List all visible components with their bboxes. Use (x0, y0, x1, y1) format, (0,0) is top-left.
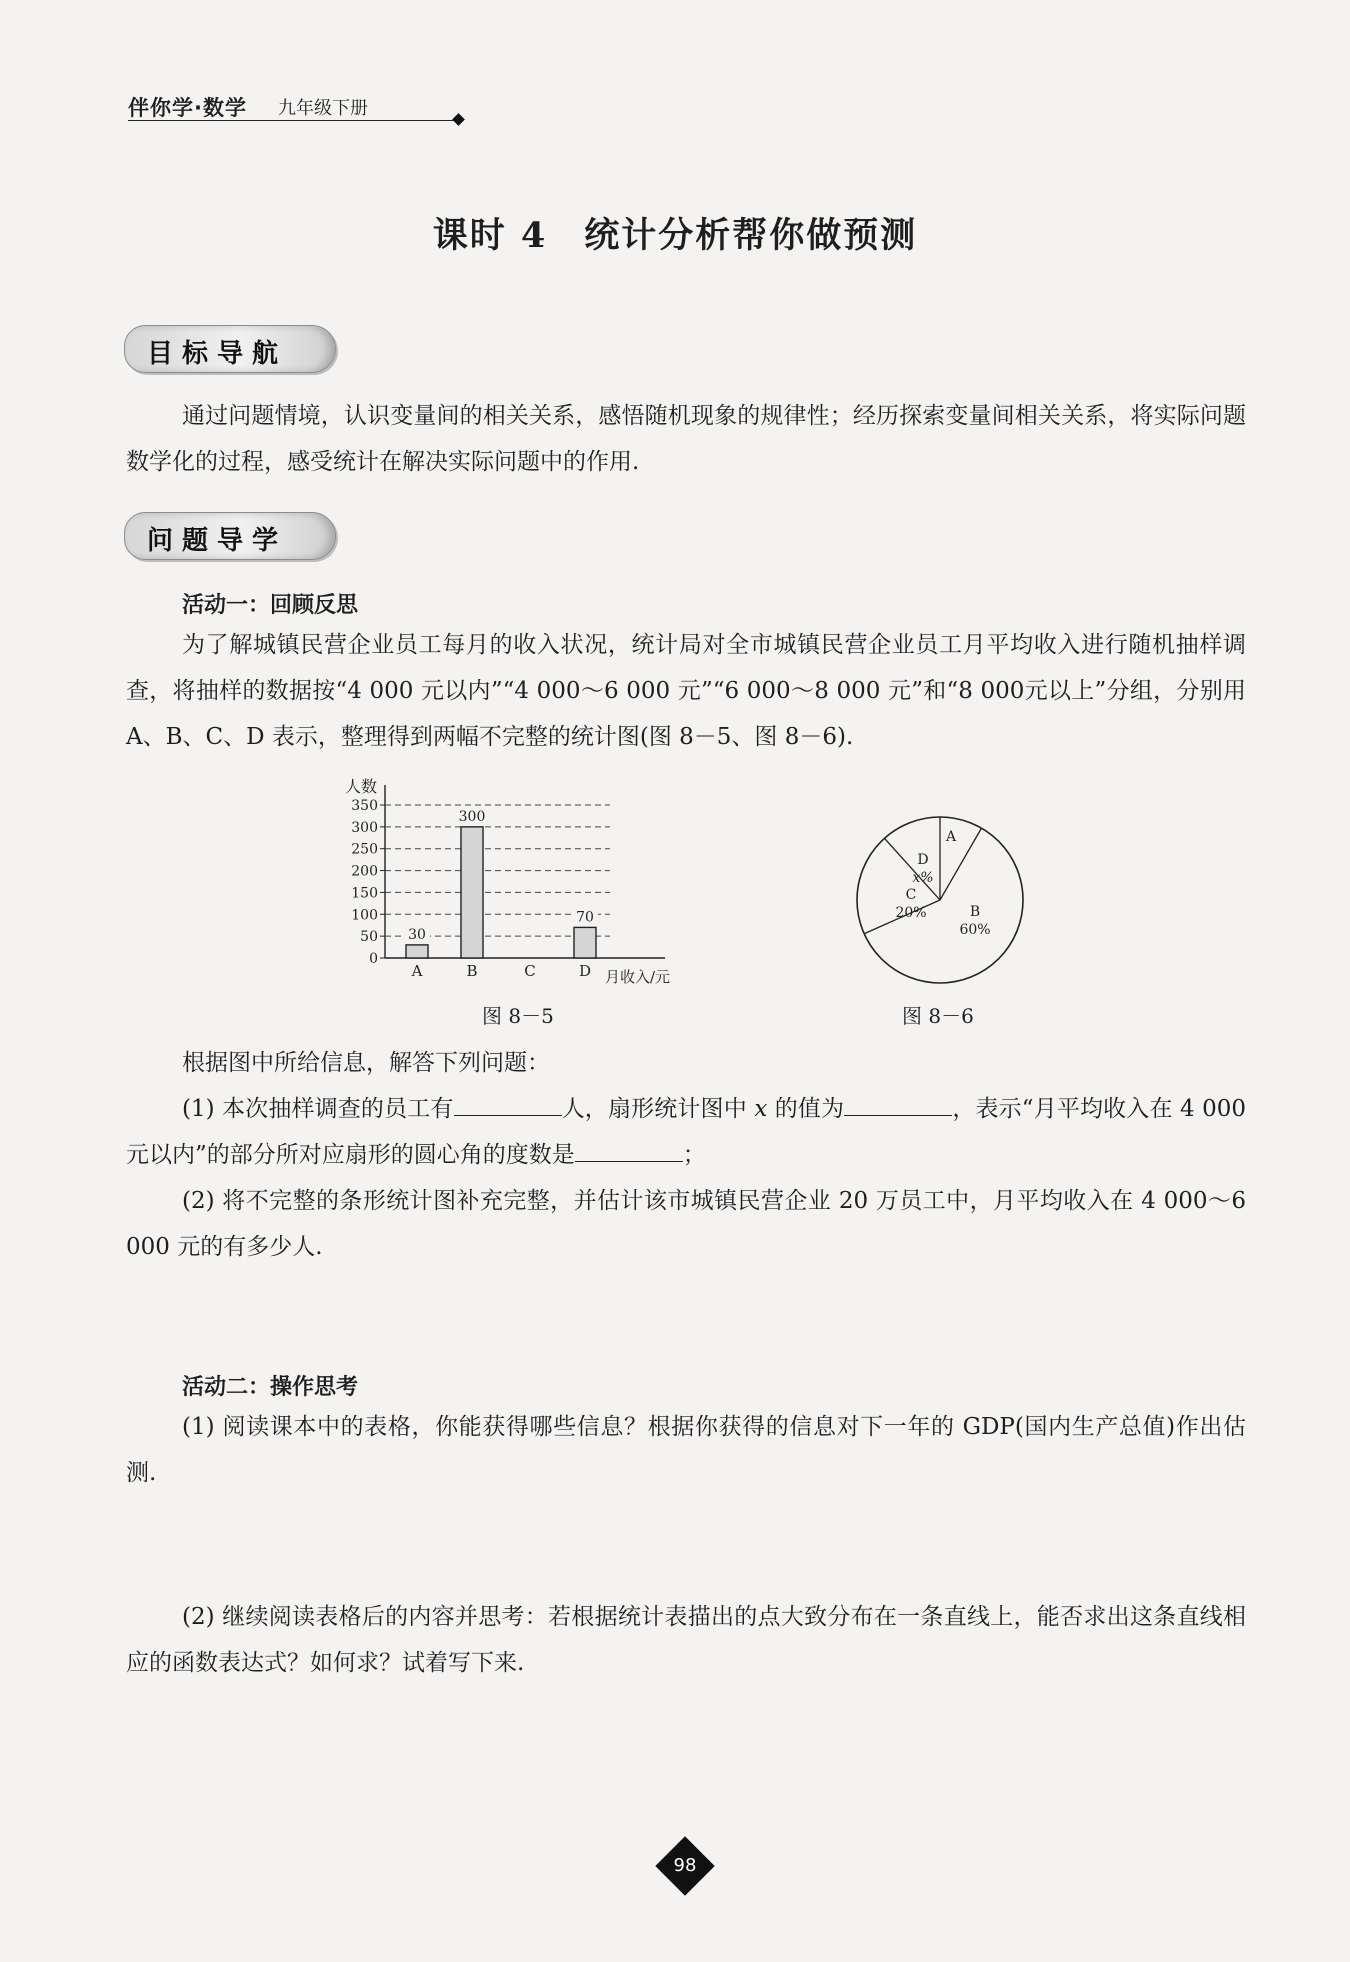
questions-prompt: 根据图中所给信息，解答下列问题： (182, 1050, 550, 1076)
header-rule (128, 120, 458, 121)
q1-part-b: 人，扇形统计图中 (561, 1096, 747, 1122)
y-tick-label: 100 (351, 907, 378, 924)
question-1 (126, 1086, 1246, 1178)
q1-part-c: 的值为 (774, 1096, 845, 1122)
activity2-q1-text: (1) 阅读课本中的表格，你能获得哪些信息？根据你获得的信息对下一年的 GDP(国内生产总值)作出估测. (126, 1414, 1246, 1486)
y-tick-label: 350 (351, 798, 378, 814)
pie-chart (845, 805, 1035, 995)
x-tick-label-B: B (466, 962, 478, 980)
q1-blank-x[interactable] (844, 1089, 952, 1116)
activity1-intro (126, 622, 1246, 760)
q1-part-d: ，表示“月平均收入在 4 000 元以内”的部分所对应扇形的圆心角的度数是 (126, 1096, 1247, 1168)
guide-tab-label: 问题导学 (147, 526, 288, 556)
bar-D (574, 927, 596, 958)
pie-slice-label-A: A (945, 829, 957, 845)
activity1-intro-text: 为了解城镇民营企业员工每月的收入状况，统计局对全市城镇民营企业员工月平均收入进行随机抽样调查，将抽样的数据按“4 000 元以内”“4 000～6 000 元”“6 000～8 000 元”和“8 000元以上”分组，分别用 A、B、C、D 表示，整理得到两幅不完整的统计图(图 8－5、图 8－6). (126, 632, 1246, 750)
grade-label: 九年级下册 (278, 98, 368, 119)
q1-variable: x (754, 1096, 768, 1122)
bar-A (406, 945, 428, 958)
activity2-heading: 活动二：操作思考 (182, 1375, 359, 1400)
question-2: (2) 将不完整的条形统计图补充完整，并估计该市城镇民营企业 20 万员工中，月平均收入在 4 000～6 000 元的有多少人. (126, 1188, 1246, 1260)
goals-tab (124, 325, 336, 373)
pie-slice-value-B: 60% (959, 922, 991, 938)
activity1-questions (126, 1040, 1246, 1270)
pie-slice-value-D: x% (912, 870, 934, 886)
q1-blank-angle[interactable] (575, 1135, 683, 1162)
y-axis-label: 人数 (345, 777, 378, 796)
goals-text: 通过问题情境，认识变量间的相关关系，感悟随机现象的规律性；经历探索变量间相关关系，将实际问题数学化的过程，感受统计在解决实际问题中的作用. (126, 403, 1246, 475)
bar-B (461, 827, 483, 958)
header-diamond-icon (452, 113, 465, 126)
series-title: 伴你学·数学 (128, 96, 247, 120)
y-tick-label: 200 (351, 863, 378, 880)
running-header (128, 92, 468, 122)
bar-chart (345, 775, 705, 990)
q1-part-a: (1) 本次抽样调查的员工有 (182, 1096, 454, 1122)
goals-tab-label: 目标导航 (147, 339, 288, 369)
bar-chart-caption: 图 8－5 (482, 1004, 554, 1028)
x-axis-label: 月收入/元 (605, 968, 671, 986)
x-tick-label-C: C (524, 962, 536, 980)
q1-blank-count[interactable] (454, 1089, 562, 1116)
bar-value-label-B: 300 (458, 808, 486, 825)
activity2-q1 (126, 1404, 1246, 1496)
pie-slice-label-B: B (969, 904, 981, 920)
activity2-q2-text: (2) 继续阅读表格后的内容并思考：若根据统计表描出的点大致分布在一条直线上，能否求出这条直线相应的函数表达式？如何求？试着写下来. (126, 1604, 1246, 1676)
y-tick-label: 300 (351, 819, 378, 836)
pie-slice-label-C: C (905, 887, 917, 903)
x-tick-label-D: D (578, 962, 592, 980)
goals-paragraph (126, 393, 1246, 485)
page-number: 98 (673, 1855, 697, 1876)
guide-tab (124, 512, 336, 560)
lesson-title: 课时 4 统计分析帮你做预测 (432, 215, 918, 256)
pie-slice-label-D: D (917, 852, 929, 868)
q1-part-e: ； (682, 1142, 706, 1168)
y-tick-label: 50 (360, 929, 378, 946)
y-tick-label: 250 (351, 841, 378, 858)
pie-chart-caption: 图 8－6 (902, 1004, 974, 1028)
bar-value-label-A: 30 (408, 926, 426, 943)
pie-slice-value-C: 20% (895, 905, 927, 921)
y-tick-label: 150 (351, 885, 378, 902)
activity1-heading: 活动一：回顾反思 (182, 593, 359, 618)
bar-value-label-D: 70 (576, 909, 594, 926)
y-tick-label: 0 (369, 951, 378, 967)
activity2-q2 (126, 1594, 1246, 1686)
x-tick-label-A: A (411, 962, 423, 980)
